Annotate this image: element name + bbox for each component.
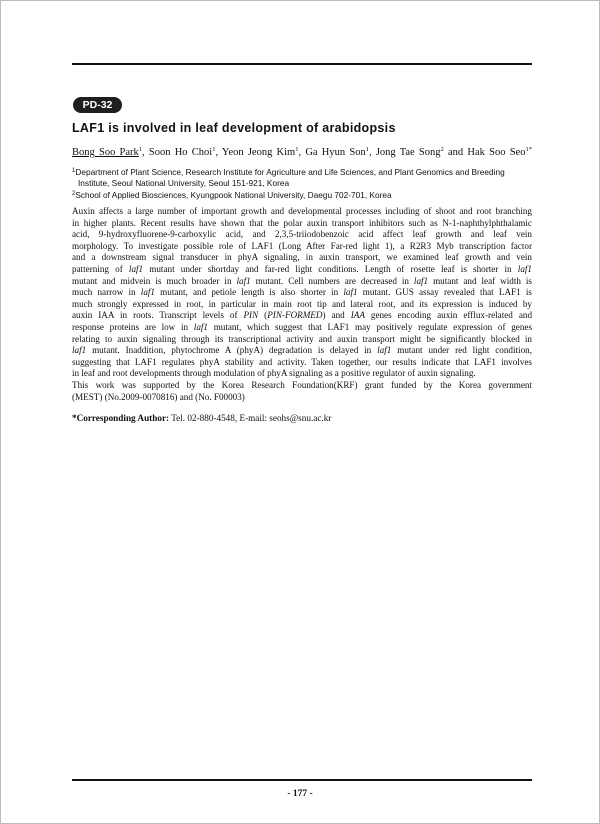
abstract-line: Auxin affects a large number of important growth and developmental processes including of shoot and root branching: [72, 206, 532, 216]
abstract-line: much strongly expressed in root, in particular in main root tip and lateral root, and its expression is induced by: [72, 298, 532, 309]
abstract-line: acid, 9-hydroxyfluorene-9-carboxylic acid, and 2,3,5-triiodobenzoic acid affect leaf growth and leaf vein: [72, 229, 532, 240]
abstract-line: and a downstream signal transducer in phyA signaling, in auxin transport, we examined leaf growth and vein: [72, 252, 532, 263]
corresponding-contact: Tel. 02-880-4548, E-mail: seohs@snu.ac.kr: [169, 413, 332, 423]
author-affiliation-mark: 1*: [525, 146, 532, 153]
abstract-line: relating to auxin signaling through its transcriptional activity and auxin transport might be significantly blocked in: [72, 333, 532, 344]
affiliation-2: $^2$School of Applied Biosciences, Kyungpook National University, Daegu 702-701, Korea: [72, 190, 392, 200]
author-affiliation-mark: 1: [138, 146, 143, 153]
corresponding-author: [72, 413, 331, 423]
affiliation-1: $^1$Department of Plant Science, Research Institute for Agriculture and Life Sciences, and Plant Genomics and Breeding: [72, 167, 505, 177]
footer-rule: [72, 779, 532, 781]
paper-title: LAF1 is involved in leaf development of arabidopsis: [72, 121, 396, 135]
abstract-body: [72, 206, 532, 403]
author-affiliation-mark: 1: [212, 146, 216, 153]
author-name: Ga Hyun Son: [305, 147, 366, 158]
abstract-line: laf1 mutant. Inaddition, phytochrome A (phyA) degradation is delayed in laf1 mutant under red light condition,: [72, 345, 532, 356]
author-affiliation-mark: 1: [365, 146, 369, 153]
author-name: Bong Soo Park: [72, 147, 139, 158]
page-number: - 177 -: [287, 789, 313, 799]
author-name: Jong Tae Song: [375, 147, 441, 158]
abstract-line: suggesting that LAF1 regulates phyA stability and activity. Taken together, our results indicate that LAF1 involves: [72, 356, 532, 367]
author-name: Soon Ho Choi: [148, 147, 213, 158]
abstract-line: auxin IAA in roots. Transcript levels of PIN (PIN-FORMED) and IAA genes encoding auxin efflux-related and: [72, 310, 533, 321]
abstract-line: morphology. To investigate possible role of LAF1 (Long After Far-red light 1), a R2R3 Myb transcription factor: [72, 240, 532, 251]
author-affiliation-mark: 2: [440, 146, 444, 153]
author-affiliation-mark: 1: [295, 146, 299, 153]
abstract-line: (MEST) (No.2009-0070816) and (No. F00003): [72, 391, 245, 402]
author-list: Bong Soo Park$^1$, Soon Ho Choi$^1$, Yeon Jeong Kim$^1$, Ga Hyun Son$^1$, Jong Tae Song$^2$ and Hak Soo Seo$^{1*}$: [72, 146, 532, 158]
abstract-id-badge: PD-32: [73, 97, 122, 113]
affiliations: [72, 166, 542, 201]
abstract-line: response proteins are low in laf1 mutant, which suggest that LAF1 may positively regulate expression of genes: [72, 321, 532, 332]
affiliation-1-cont: Institute, Seoul National University, Seoul 151-921, Korea: [78, 178, 290, 188]
top-rule: [72, 63, 532, 65]
abstract-line: mutant and midvein is much broader in laf1 mutant. Cell numbers are decreased in laf1 mutant and leaf width is: [72, 275, 532, 286]
corresponding-label: *Corresponding Author:: [72, 413, 170, 423]
author-name: Yeon Jeong Kim: [221, 147, 296, 158]
abstract-line: in higher plants. Recent results have shown that the polar auxin transport inhibitors such as N-1-naphthylphthalamic: [72, 217, 532, 228]
author-name: Hak Soo Seo: [467, 147, 526, 158]
abstract-line: in leaf and root developments through modulation of phyA signaling as a positive regulator of auxin signaling.: [72, 368, 476, 379]
abstract-line: patterning of laf1 mutant under shortday and far-red light conditions. Length of rosette leaf is shorter in laf1: [72, 263, 532, 274]
abstract-line: This work was supported by the Korea Research Foundation(KRF) grant funded by the Korea government: [72, 379, 532, 390]
abstract-line: much narrow in laf1 mutant, and petiole length is also shorter in laf1 mutant. GUS assay revealed that LAF1 is: [72, 287, 532, 298]
